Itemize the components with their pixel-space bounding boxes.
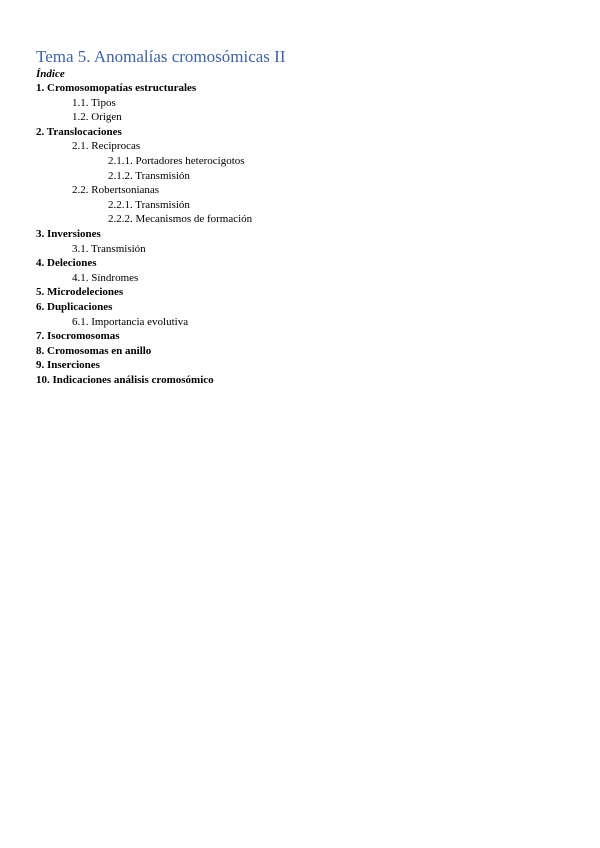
toc-item: 4. Deleciones xyxy=(36,257,97,270)
toc-item: 6. Duplicaciones xyxy=(36,300,113,313)
table-of-contents xyxy=(36,81,576,387)
toc-item: 1.2. Origen xyxy=(72,111,122,124)
toc-item: 10. Indicaciones análisis cromosómico xyxy=(36,373,214,386)
toc-item: 2. Translocaciones xyxy=(36,125,122,138)
toc-item: 1. Cromosomopatías estructurales xyxy=(36,82,197,94)
toc-item: 3.1. Transmisión xyxy=(72,242,146,255)
toc-item: 2.1.2. Transmisión xyxy=(108,169,190,182)
document-title: Tema 5. Anomalías cromosómicas II xyxy=(36,47,286,66)
toc-item: 2.1.1. Portadores heterocigotos xyxy=(108,154,245,167)
toc-item: 3. Inversiones xyxy=(36,227,101,240)
toc-item: 4.1. Síndromes xyxy=(72,271,139,284)
toc-item: 2.2.1. Transmisión xyxy=(108,198,190,211)
toc-item: 2.2. Robertsonianas xyxy=(72,184,160,197)
toc-item: 5. Microdeleciones xyxy=(36,286,124,299)
index-heading: Índice xyxy=(36,68,65,80)
toc-item: 2.1. Reciprocas xyxy=(72,140,141,153)
toc-item: 7. Isocromosomas xyxy=(36,330,120,343)
toc-item: 9. Inserciones xyxy=(36,359,100,372)
toc-item: 6.1. Importancia evolutiva xyxy=(72,315,189,328)
toc-item: 1.1. Tipos xyxy=(72,96,116,109)
toc-item: 2.2.2. Mecanismos de formación xyxy=(108,213,253,226)
toc-item: 8. Cromosomas en anillo xyxy=(36,344,152,357)
